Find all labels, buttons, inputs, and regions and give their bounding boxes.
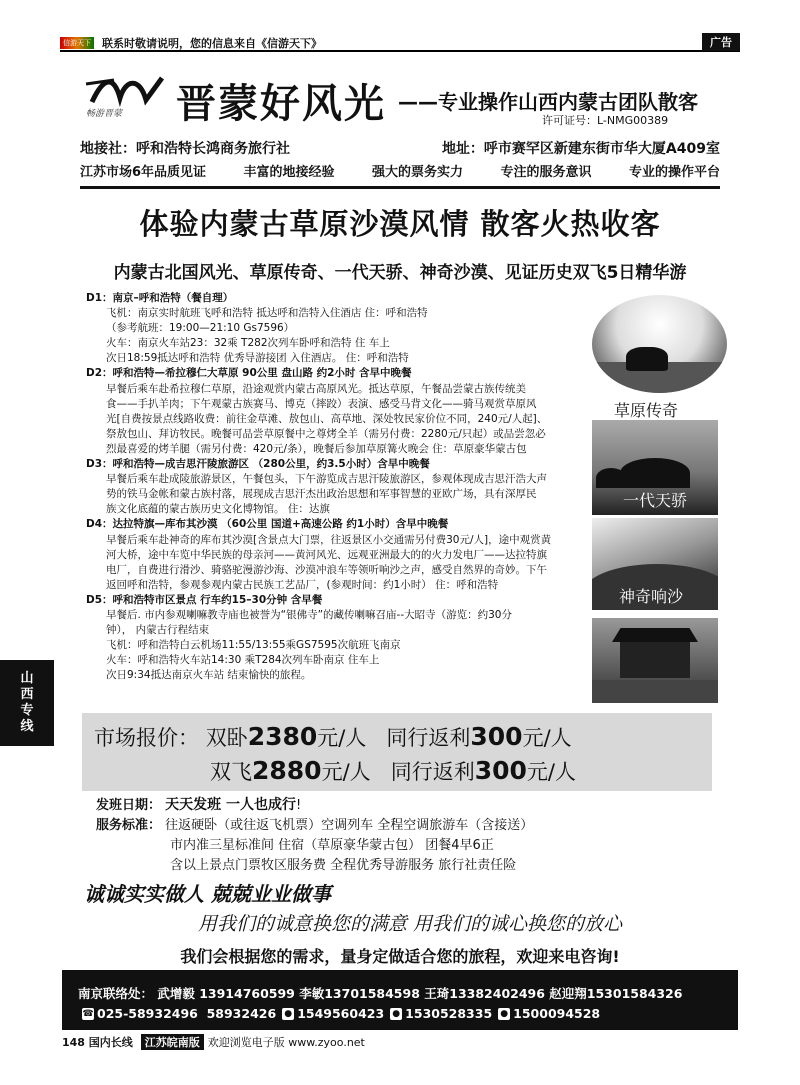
price-band <box>82 713 712 791</box>
price-row-2 <box>210 756 576 786</box>
rebate-value: 300 <box>470 722 523 751</box>
publication-logo: 信游天下 <box>60 37 94 49</box>
phone-icon: ☎ <box>82 1008 94 1019</box>
price-type: 双卧 <box>205 726 248 750</box>
price-label: 市场报价： <box>94 726 199 750</box>
price-unit: 元/人 <box>321 760 371 784</box>
horse-rider-icon <box>626 347 668 371</box>
day5-line: 飞机：呼和浩特白云机场11:55/13:55乘GS7595次航班飞南京 <box>106 639 401 652</box>
departure-row: 发班日期： 天天发班 一人也成行! <box>96 797 302 813</box>
day2-line: 早餐后乘车赴希拉穆仁草原，沿途观赏内蒙古高原风光。抵达草原，午餐品尝蒙古族传统美 <box>106 382 526 395</box>
day1-line: 飞机：南京实时航班飞呼和浩特 抵达呼和浩特入住酒店 住：呼和浩特 <box>106 307 428 320</box>
mausoleum-caption: 一代天骄 <box>623 491 688 510</box>
grassland-caption: 草原传奇 <box>614 401 679 420</box>
rebate-value: 300 <box>474 756 527 785</box>
motto-1: 诚诚实实做人 兢兢业业做事 <box>84 882 331 906</box>
rebate-label: 同行返利 <box>390 760 475 784</box>
side-tab-char: 西 <box>20 687 34 702</box>
license-number: 许可证号：L-NMG00389 <box>542 114 669 127</box>
price-unit: 元/人 <box>522 726 572 750</box>
day1-line: 次日18:59抵达呼和浩特 优秀导游接团 入住酒店。 住：呼和浩特 <box>106 352 409 365</box>
service-details <box>96 795 716 876</box>
contact-names: 南京联络处： 武增毅 13914760599 李敏13701584598 王琦13382402496 赵迎翔15301584326 <box>78 986 683 1001</box>
qq-icon: ● <box>390 1008 402 1020</box>
feature-item: 强大的票务实力 <box>372 165 464 180</box>
price-unit: 元/人 <box>526 760 576 784</box>
contact-band <box>62 970 738 1030</box>
side-tab-char: 线 <box>20 719 34 734</box>
day2-line: 光[自费按景点线路收费：前往金草滩、敖包山、高草地、深处牧民家价位不同，240元/人起]、 <box>106 412 548 425</box>
brand-block <box>80 66 720 136</box>
service-line: 往返硬卧（或往返飞机票）空调列车 全程空调旅游车（含接送） <box>165 818 534 833</box>
departure-label: 发班日期： <box>96 798 162 813</box>
day5-line: 早餐后. 市内参观喇嘛教寺庙也被誉为“银佛寺”的藏传喇嘛召庙--大昭寺（游览：约30分 <box>106 608 512 621</box>
contact-numbers <box>76 1006 600 1021</box>
day4-line: 河大桥，途中车览中华民族的母亲河——黄河风光、远观亚洲最大的的火力发电厂——达拉特旗 <box>106 548 547 561</box>
day5-line: 火车：呼和浩特火车站14:30 乘T284次列车卧南京 住车上 <box>106 654 380 667</box>
day3-line: 势的铁马金帐和蒙古族村落，展现成吉思汗杰出政治思想和军事智慧的亚欧广场，具有深厚民 <box>106 488 537 501</box>
price-unit: 元/人 <box>317 726 367 750</box>
website-link[interactable]: 欢迎浏览电子版 www.zyoo.net <box>207 1036 365 1049</box>
feature-item: 专业的操作平台 <box>628 165 720 180</box>
ground-agency: 地接社：呼和浩特长鸿商务旅行社 <box>80 141 290 157</box>
headline: 体验内蒙古草原沙漠风情 散客火热收客 <box>139 207 661 241</box>
price-value: 2380 <box>247 722 318 751</box>
source-notice: 联系时敬请说明，您的信息来自《信游天下》 <box>102 37 322 50</box>
day1-line: （参考航班：19:00—21:10 Gs7596） <box>106 322 295 335</box>
feature-list <box>80 161 720 180</box>
day4-line: 返回呼和浩特，参观参观内蒙古民族工艺品厂，(参观时间：约1小时） 住：呼和浩特 <box>106 578 499 591</box>
qq-icon: ● <box>282 1008 294 1020</box>
side-tab-char: 山 <box>20 671 34 686</box>
temple-body-icon <box>620 642 690 678</box>
feature-item: 丰富的地接经验 <box>243 165 335 180</box>
departure-value: 天天发班 一人也成行 <box>165 797 297 813</box>
divider <box>80 186 720 189</box>
day2-line: 食——手扒羊肉；下午观蒙古族赛马、博克（摔跤）表演、感受马背文化——骑马观赏草原风 <box>106 397 537 410</box>
service-line: 市内准三星标准间 住宿（草原豪华蒙古包） 团餐4早6正 <box>170 838 494 853</box>
service-line: 含以上景点门票牧区服务费 全程优秀导游服务 旅行社责任险 <box>170 858 517 873</box>
day5-title: D5：呼和浩特市区景点 行车约15–30分钟 含早餐 <box>86 593 323 606</box>
qq-number[interactable]: 1549560423 <box>297 1006 385 1021</box>
phone-number[interactable]: 58932426 <box>206 1006 277 1021</box>
side-tab <box>0 660 54 746</box>
day2-title: D2：呼和浩特—希拉穆仁大草原 90公里 盘山路 约2小时 含早中晚餐 <box>86 367 412 380</box>
agency-line <box>80 138 720 158</box>
temple-base-icon <box>592 680 718 703</box>
grassland-photo <box>592 295 727 393</box>
day3-line: 族文化底蕴的蒙古族历史文化博物馆。 住：达旗 <box>106 503 330 516</box>
edition-tag: 江苏皖南版 <box>141 1034 204 1050</box>
day4-line: 电厂，自费进行滑沙、骑骆驼漫游沙海、沙漠冲浪车等领听响沙之声，感受自然界的奇妙。下午 <box>106 563 547 576</box>
side-tab-char: 专 <box>20 703 34 718</box>
desert-caption: 神奇响沙 <box>619 587 684 606</box>
brand-logo-sub: 畅游晋蒙 <box>86 109 123 119</box>
ad-tag: 广告 <box>702 33 740 51</box>
day3-title: D3：呼和浩特—成吉思汗陵旅游区 （280公里，约3.5小时）含早中晚餐 <box>86 458 430 471</box>
itinerary <box>86 291 590 683</box>
qq-number[interactable]: 1500094528 <box>513 1006 601 1021</box>
agency-address: 地址：呼市赛罕区新建东街市华大厦A409室 <box>441 141 720 157</box>
price-value: 2880 <box>252 756 322 785</box>
day2-line: 祭敖包山、拜访牧民。晚餐可品尝草原餐中之尊烤全羊（需另付费：2280元/只起）或品尝忽必 <box>106 427 546 440</box>
dome-icon <box>620 458 690 488</box>
motto-2: 用我们的诚意换您的满意 用我们的诚心换您的放心 <box>198 913 623 935</box>
price-type: 双飞 <box>210 760 252 784</box>
subheadline: 内蒙古北国风光、草原传奇、一代天骄、神奇沙漠、见证历史双飞5日精华游 <box>113 263 687 283</box>
feature-item: 江苏市场6年品质见证 <box>80 165 207 180</box>
service-label: 服务标准： <box>96 818 162 833</box>
qq-number[interactable]: 1530528335 <box>405 1006 493 1021</box>
phone-number[interactable]: 025-58932496 <box>97 1006 198 1021</box>
page-number: 148 国内长线 <box>62 1036 133 1049</box>
brand-slogan: ——专业操作山西内蒙古团队散客 <box>398 90 698 114</box>
day2-line: 烈最喜爱的烤羊腿（需另付费：420元/条），晚餐后参加草原篝火晚会 住：草原豪华蒙古包 <box>106 442 527 455</box>
feature-item: 专注的服务意识 <box>500 165 592 180</box>
day1-line: 火车：南京火车站23：32乘 T282次列车卧呼和浩特 住 车上 <box>106 337 390 350</box>
rebate-label: 同行返利 <box>386 726 471 750</box>
day5-line: 次日9:34抵达南京火车站 结束愉快的旅程。 <box>106 669 312 682</box>
day1-title: D1：南京–呼和浩特（餐自理） <box>86 292 234 304</box>
brand-title: 晋蒙好风光 <box>176 80 386 127</box>
day4-line: 早餐后乘车赴神奇的库布其沙漠[含景点大门票，往返景区小交通需另付费30元/人]，途中观赏黄 <box>106 533 552 546</box>
motto-3: 我们会根据您的需求，量身定做适合您的旅程，欢迎来电咨询! <box>180 947 620 966</box>
day4-title: D4：达拉特旗—库布其沙漠 （60公里 国道+高速公路 约1小时）含早中晚餐 <box>86 518 449 531</box>
price-row-1 <box>94 722 572 752</box>
day5-line: 钟）， 内蒙古行程结束 <box>106 624 210 637</box>
temple-photo <box>592 618 718 703</box>
temple-roof-icon <box>612 628 698 642</box>
top-bar <box>60 36 740 52</box>
qq-icon: ● <box>498 1008 510 1020</box>
service-row <box>96 816 716 836</box>
day3-line: 早餐后乘车赴成陵旅游景区，午餐包头，下午游览成吉思汗陵旅游区，参观体现成吉思汗浩大声 <box>106 473 547 486</box>
page-footer <box>62 1034 738 1050</box>
